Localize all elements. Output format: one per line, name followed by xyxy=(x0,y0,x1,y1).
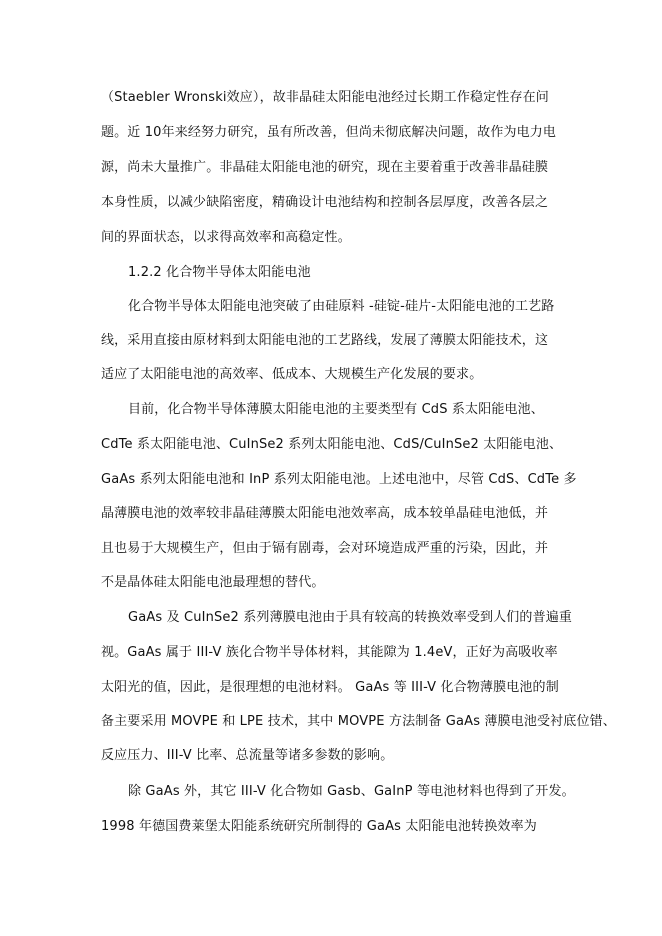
text-line: CdTe 系太阳能电池、CuInSe2 系列太阳能电池、CdS/CuInSe2 太阳能电池、 xyxy=(101,437,563,452)
section-heading: 1.2.2 化合物半导体太阳能电池 xyxy=(128,265,311,280)
text-line: 太阳光的值，因此，是很理想的电池材料。 GaAs 等 III-V 化合物薄膜电池的制 xyxy=(101,680,559,695)
text-line: GaAs 系列太阳能电池和 InP 系列太阳能电池。上述电池中，尽管 CdS、CdTe 多 xyxy=(101,472,577,487)
text-line: 线，采用直接由原材料到太阳能电池的工艺路线，发展了薄膜太阳能技术，这 xyxy=(101,333,549,348)
text-line: （Staebler Wronski效应），故非晶硅太阳能电池经过长期工作稳定性存在问 xyxy=(101,90,549,105)
text-line: 适应了太阳能电池的高效率、低成本、大规模生产化发展的要求。 xyxy=(101,367,483,382)
text-line: 备主要采用 MOVPE 和 LPE 技术，其中 MOVPE 方法制备 GaAs 薄膜电池受衬底位错、 xyxy=(101,714,616,729)
text-line: 化合物半导体太阳能电池突破了由硅原料 -硅锭-硅片-太阳能电池的工艺路 xyxy=(128,299,555,314)
text-line: 1998 年德国费莱堡太阳能系统研究所制得的 GaAs 太阳能电池转换效率为 xyxy=(101,819,537,834)
text-line: 本身性质，以减少缺陷密度，精确设计电池结构和控制各层厚度，改善各层之 xyxy=(101,195,549,210)
text-line: 晶薄膜电池的效率较非晶硅薄膜太阳能电池效率高，成本较单晶硅电池低，并 xyxy=(101,506,549,521)
text-line: 题。近 10年来经努力研究，虽有所改善，但尚未彻底解决问题，故作为电力电 xyxy=(101,125,557,140)
text-line: 视。GaAs 属于 III-V 族化合物半导体材料，其能隙为 1.4eV，正好为高吸收率 xyxy=(101,645,558,660)
text-line: 不是晶体硅太阳能电池最理想的替代。 xyxy=(101,575,325,590)
text-line: GaAs 及 CuInSe2 系列薄膜电池由于具有较高的转换效率受到人们的普遍重 xyxy=(128,610,573,625)
text-line: 反应压力、III-V 比率、总流量等诸多参数的影响。 xyxy=(101,748,394,763)
text-line: 间的界面状态，以求得高效率和高稳定性。 xyxy=(101,230,351,245)
text-line: 源，尚未大量推广。非晶硅太阳能电池的研究，现在主要着重于改善非晶硅膜 xyxy=(101,160,549,175)
text-line: 除 GaAs 外，其它 III-V 化合物如 Gasb、GaInP 等电池材料也得到了开发。 xyxy=(128,784,575,799)
text-line: 目前，化合物半导体薄膜太阳能电池的主要类型有 CdS 系太阳能电池、 xyxy=(128,402,544,417)
text-line: 且也易于大规模生产，但由于镉有剧毒，会对环境造成严重的污染，因此，并 xyxy=(101,541,549,556)
